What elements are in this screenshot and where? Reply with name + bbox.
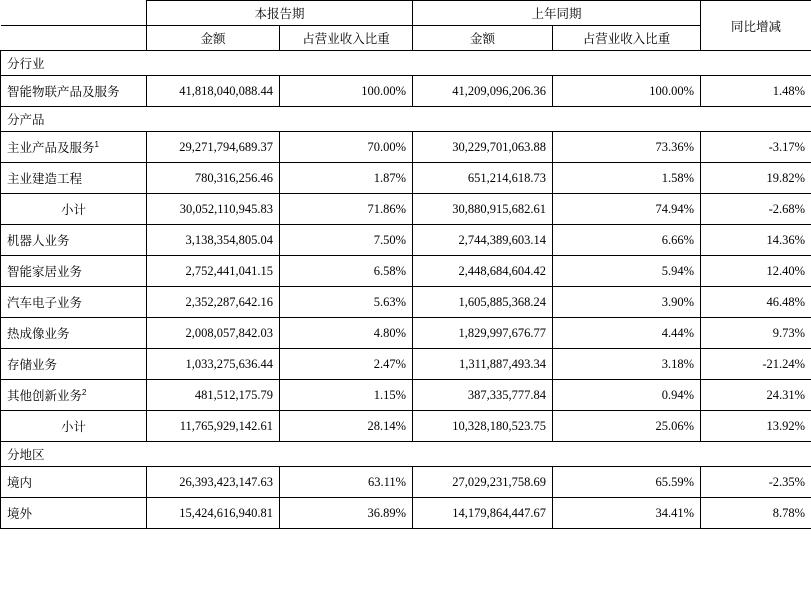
- cell-ratio-previous: 65.59%: [553, 467, 701, 498]
- section-label: 分行业: [1, 51, 811, 76]
- cell-amount-previous: 651,214,618.73: [413, 163, 553, 194]
- table-row: [1, 467, 811, 498]
- section-label: 分地区: [1, 442, 811, 467]
- section-label: 分产品: [1, 107, 811, 132]
- cell-amount-current: 11,765,929,142.61: [147, 411, 280, 442]
- cell-yoy: 12.40%: [701, 256, 811, 287]
- header-ratio-current: 占营业收入比重: [280, 26, 413, 51]
- table-row: [1, 318, 811, 349]
- table-header: [1, 1, 811, 51]
- cell-ratio-current: 6.58%: [280, 256, 413, 287]
- cell-ratio-current: 1.87%: [280, 163, 413, 194]
- cell-amount-previous: 2,448,684,604.42: [413, 256, 553, 287]
- cell-amount-previous: 27,029,231,758.69: [413, 467, 553, 498]
- cell-yoy: 9.73%: [701, 318, 811, 349]
- header-group-previous-period: 上年同期: [413, 1, 701, 26]
- cell-yoy: 24.31%: [701, 380, 811, 411]
- cell-amount-current: 1,033,275,636.44: [147, 349, 280, 380]
- cell-amount-previous: 1,829,997,676.77: [413, 318, 553, 349]
- table-row: [1, 287, 811, 318]
- row-label: 智能物联产品及服务: [1, 76, 147, 107]
- cell-amount-current: 30,052,110,945.83: [147, 194, 280, 225]
- cell-ratio-current: 100.00%: [280, 76, 413, 107]
- header-amount-current: 金额: [147, 26, 280, 51]
- header-ratio-previous: 占营业收入比重: [553, 26, 701, 51]
- cell-ratio-current: 1.15%: [280, 380, 413, 411]
- cell-ratio-previous: 5.94%: [553, 256, 701, 287]
- row-label: 境内: [1, 467, 147, 498]
- cell-ratio-current: 63.11%: [280, 467, 413, 498]
- cell-amount-previous: 1,311,887,493.34: [413, 349, 553, 380]
- header-amount-previous: 金额: [413, 26, 553, 51]
- header-group-current-period: 本报告期: [147, 1, 413, 26]
- cell-ratio-current: 36.89%: [280, 498, 413, 529]
- row-label: 主业建造工程: [1, 163, 147, 194]
- table-row: [1, 380, 811, 411]
- cell-ratio-current: 28.14%: [280, 411, 413, 442]
- row-label: 热成像业务: [1, 318, 147, 349]
- table-row: [1, 498, 811, 529]
- table-header-row-1: [1, 1, 811, 26]
- header-yoy-change: 同比增减: [701, 1, 811, 51]
- row-label: 境外: [1, 498, 147, 529]
- cell-amount-current: 2,352,287,642.16: [147, 287, 280, 318]
- cell-yoy: -2.35%: [701, 467, 811, 498]
- cell-ratio-current: 71.86%: [280, 194, 413, 225]
- cell-yoy: 8.78%: [701, 498, 811, 529]
- cell-ratio-current: 70.00%: [280, 132, 413, 163]
- row-label: 汽车电子业务: [1, 287, 147, 318]
- cell-yoy: -2.68%: [701, 194, 811, 225]
- table-section-row: [1, 107, 811, 132]
- cell-amount-previous: 41,209,096,206.36: [413, 76, 553, 107]
- cell-amount-previous: 387,335,777.84: [413, 380, 553, 411]
- cell-yoy: -21.24%: [701, 349, 811, 380]
- header-subcorner-cell: [1, 26, 147, 51]
- cell-ratio-current: 4.80%: [280, 318, 413, 349]
- cell-amount-current: 481,512,175.79: [147, 380, 280, 411]
- cell-ratio-previous: 73.36%: [553, 132, 701, 163]
- table-header-row-2: [1, 26, 811, 51]
- row-label: 智能家居业务: [1, 256, 147, 287]
- table-row: [1, 349, 811, 380]
- cell-amount-current: 41,818,040,088.44: [147, 76, 280, 107]
- footnote-marker: 1: [94, 139, 99, 149]
- cell-yoy: -3.17%: [701, 132, 811, 163]
- cell-amount-previous: 2,744,389,603.14: [413, 225, 553, 256]
- table-section-row: [1, 442, 811, 467]
- cell-amount-current: 26,393,423,147.63: [147, 467, 280, 498]
- cell-ratio-previous: 0.94%: [553, 380, 701, 411]
- cell-yoy: 13.92%: [701, 411, 811, 442]
- table-row: [1, 194, 811, 225]
- cell-amount-current: 3,138,354,805.04: [147, 225, 280, 256]
- cell-amount-previous: 30,880,915,682.61: [413, 194, 553, 225]
- cell-ratio-previous: 74.94%: [553, 194, 701, 225]
- cell-ratio-previous: 100.00%: [553, 76, 701, 107]
- cell-ratio-previous: 3.90%: [553, 287, 701, 318]
- cell-yoy: 14.36%: [701, 225, 811, 256]
- cell-amount-previous: 10,328,180,523.75: [413, 411, 553, 442]
- header-corner-cell: [1, 1, 147, 26]
- cell-ratio-previous: 3.18%: [553, 349, 701, 380]
- row-label: 小计: [1, 411, 147, 442]
- cell-ratio-previous: 4.44%: [553, 318, 701, 349]
- cell-amount-current: 2,008,057,842.03: [147, 318, 280, 349]
- table-section-row: [1, 51, 811, 76]
- cell-amount-previous: 30,229,701,063.88: [413, 132, 553, 163]
- table-row: [1, 163, 811, 194]
- cell-ratio-previous: 6.66%: [553, 225, 701, 256]
- row-label: 小计: [1, 194, 147, 225]
- cell-ratio-current: 2.47%: [280, 349, 413, 380]
- table-row: [1, 76, 811, 107]
- row-label: 主业产品及服务$^1$: [1, 132, 147, 163]
- cell-amount-current: 2,752,441,041.15: [147, 256, 280, 287]
- table-row: [1, 225, 811, 256]
- table-row: [1, 256, 811, 287]
- cell-amount-current: 15,424,616,940.81: [147, 498, 280, 529]
- cell-amount-previous: 14,179,864,447.67: [413, 498, 553, 529]
- row-label: 其他创新业务$^2$: [1, 380, 147, 411]
- cell-ratio-current: 5.63%: [280, 287, 413, 318]
- footnote-marker: 2: [82, 387, 87, 397]
- cell-yoy: 46.48%: [701, 287, 811, 318]
- cell-amount-previous: 1,605,885,368.24: [413, 287, 553, 318]
- table-row: [1, 411, 811, 442]
- table-body: [1, 51, 811, 529]
- row-label: 存储业务: [1, 349, 147, 380]
- table-row: [1, 132, 811, 163]
- cell-amount-current: 29,271,794,689.37: [147, 132, 280, 163]
- cell-yoy: 19.82%: [701, 163, 811, 194]
- cell-ratio-previous: 34.41%: [553, 498, 701, 529]
- cell-ratio-current: 7.50%: [280, 225, 413, 256]
- row-label: 机器人业务: [1, 225, 147, 256]
- cell-yoy: 1.48%: [701, 76, 811, 107]
- cell-amount-current: 780,316,256.46: [147, 163, 280, 194]
- cell-ratio-previous: 25.06%: [553, 411, 701, 442]
- cell-ratio-previous: 1.58%: [553, 163, 701, 194]
